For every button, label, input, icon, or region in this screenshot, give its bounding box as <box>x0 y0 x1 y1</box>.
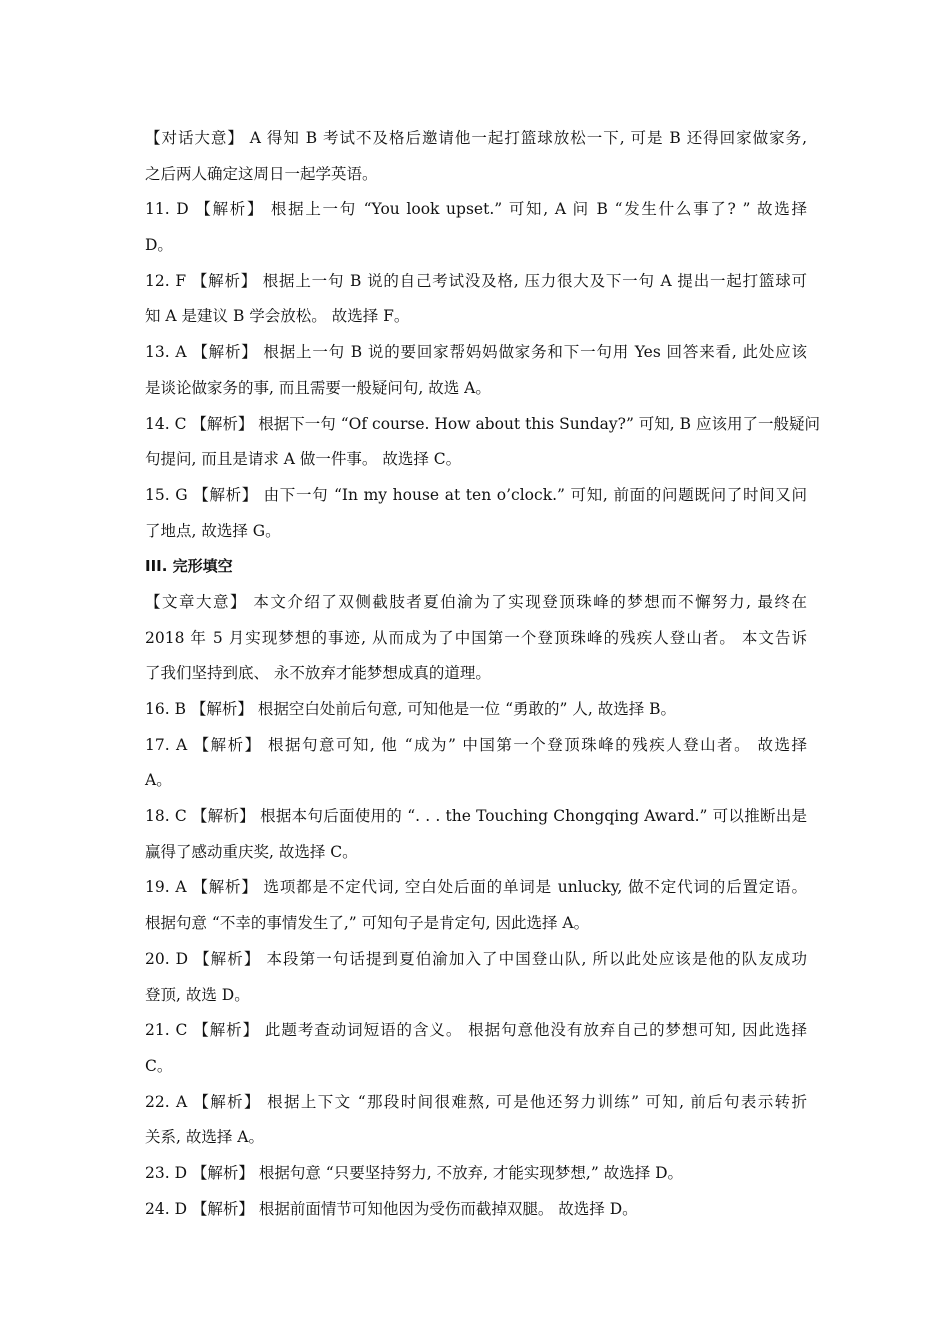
document-page <box>145 121 820 1227</box>
answer-17-line-2: A。 <box>145 771 172 790</box>
answer-24-line-1: 24. D 【解析】 根据前面情节可知他因为受伤而截掉双腿。 故选择 D。 <box>145 1199 638 1218</box>
answer-21-line-2: C。 <box>145 1056 173 1075</box>
dialogue-summary-line-2: 之后两人确定这周日一起学英语。 <box>145 164 378 183</box>
article-summary-line-3: 了我们坚持到底、 永不放弃才能梦想成真的道理。 <box>145 664 491 683</box>
answer-22-line-2: 关系, 故选择 A。 <box>145 1128 264 1147</box>
article-summary-line-1: 【文章大意】 本文介绍了双侧截肢者夏伯渝为了实现登顶珠峰的梦想而不懈努力, 最终在 <box>145 592 807 611</box>
answer-17-line-1: 17. A 【解析】 根据句意可知, 他 “成为” 中国第一个登顶珠峰的残疾人登山者。 故选择 <box>145 735 807 754</box>
answer-21-line-1: 21. C 【解析】 此题考查动词短语的含义。 根据句意他没有放弃自己的梦想可知, 因此选择 <box>145 1021 807 1040</box>
answer-11-line-1: 11. D 【解析】 根据上一句 “You look upset.” 可知, A 问 B “发生什么事了? ” 故选择 <box>145 200 807 219</box>
answer-18-line-2: 赢得了感动重庆奖, 故选择 C。 <box>145 842 358 861</box>
section-heading-cloze: III. 完形填空 <box>145 557 233 576</box>
answer-18-line-1: 18. C 【解析】 根据本句后面使用的 “. . . the Touching Chongqing Award.” 可以推断出是 <box>145 807 807 826</box>
article-summary-line-2: 2018 年 5 月实现梦想的事迹, 从而成为了中国第一个登顶珠峰的残疾人登山者。 本文告诉 <box>145 628 807 647</box>
answer-16-line-1: 16. B 【解析】 根据空白处前后句意, 可知他是一位 “勇敢的” 人, 故选择 B。 <box>145 700 677 718</box>
answer-13-line-1: 13. A 【解析】 根据上一句 B 说的要回家帮妈妈做家务和下一句用 Yes 回答来看, 此处应该 <box>145 343 807 362</box>
answer-12-line-1: 12. F 【解析】 根据上一句 B 说的自己考试没及格, 压力很大及下一句 A 提出一起打篮球可 <box>145 271 807 290</box>
answer-20-line-1: 20. D 【解析】 本段第一句话提到夏伯渝加入了中国登山队, 所以此处应该是他的队友成功 <box>145 949 807 968</box>
answer-22-line-1: 22. A 【解析】 根据上下文 “那段时间很难熬, 可是他还努力训练” 可知, 前后句表示转折 <box>145 1092 807 1111</box>
answer-15-line-2: 了地点, 故选择 G。 <box>145 521 281 540</box>
dialogue-summary-line-1: 【对话大意】 A 得知 B 考试不及格后邀请他一起打篮球放松一下, 可是 B 还得回家做家务, <box>145 129 807 147</box>
answer-13-line-2: 是谈论做家务的事, 而且需要一般疑问句, 故选 A。 <box>145 378 491 397</box>
answer-19-line-2: 根据句意 “不幸的事情发生了,” 可知句子是肯定句, 因此选择 A。 <box>145 914 590 933</box>
answer-20-line-2: 登顶, 故选 D。 <box>145 985 250 1004</box>
answer-19-line-1: 19. A 【解析】 选项都是不定代词, 空白处后面的单词是 unlucky, 做不定代词的后置定语。 <box>145 878 807 897</box>
answer-11-line-2: D。 <box>145 236 173 255</box>
answer-14-line-1: 14. C 【解析】 根据下一句 “Of course. How about this Sunday?” 可知, B 应该用了一般疑问 <box>145 414 820 433</box>
answer-15-line-1: 15. G 【解析】 由下一句 “In my house at ten o’clock.” 可知, 前面的问题既问了时间又问 <box>145 485 807 504</box>
answer-14-line-2: 句提问, 而且是请求 A 做一件事。 故选择 C。 <box>145 450 462 469</box>
answer-12-line-2: 知 A 是建议 B 学会放松。 故选择 F。 <box>145 307 410 326</box>
answer-23-line-1: 23. D 【解析】 根据句意 “只要坚持努力, 不放弃, 才能实现梦想,” 故选择 D。 <box>145 1163 684 1182</box>
